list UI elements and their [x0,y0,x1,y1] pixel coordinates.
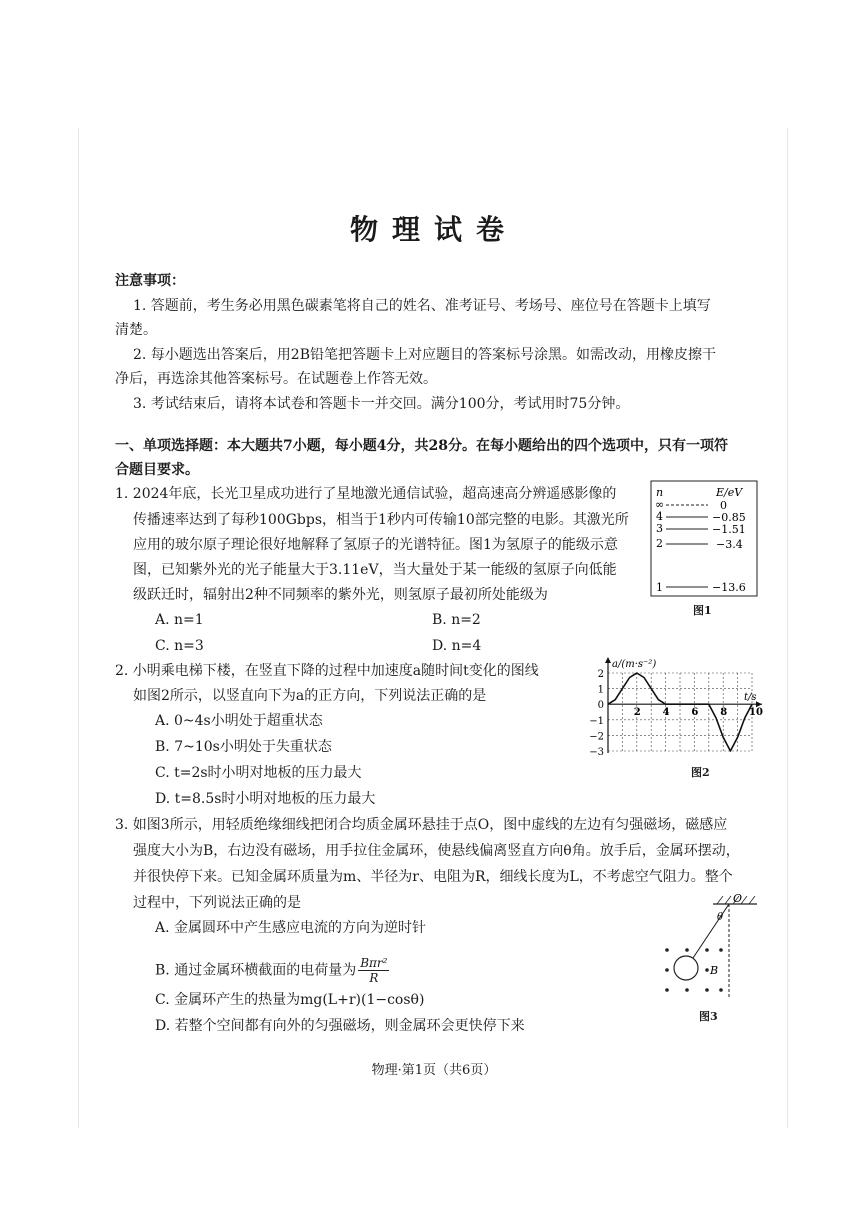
q3-option-d: D. 若整个空间都有向外的匀强磁场，则金属环会更快停下来 [155,1018,525,1034]
page-edge-left [78,128,79,1128]
q3-option-a: A. 金属圆环中产生感应电流的方向为逆时针 [155,920,427,936]
q1-stem: 传播速率达到了每秒100Gbps，相当于1秒内可传输10部完整的电影。其激光所 [133,512,629,528]
q1-option-d: D. n=4 [432,638,482,654]
q2-option-d: D. t=8.5s时小明对地板的压力最大 [155,791,376,807]
page-edge-right [787,128,788,1128]
q1-option-b: B. n=2 [432,612,481,628]
q1-option-a: A. n=1 [155,612,204,628]
y-tick-label: 1 [597,684,604,696]
q1-stem: 1. 2024年底，长光卫星成功进行了星地激光通信试验，超高速高分辨遥感影像的 [115,486,617,502]
q2-stem: 如图2所示，以竖直向下为a的正方向，下列说法正确的是 [133,688,487,704]
notice-line: 净后，再选涂其他答案标号。在试题卷上作答无效。 [115,371,437,387]
figure3-caption: 图3 [699,1010,718,1023]
col-n-label: n [656,486,664,499]
q2-option-c: C. t=2s时小明对地板的压力最大 [155,765,362,781]
q3-option-c: C. 金属环产生的热量为mg(L+r)(1−cosθ) [155,992,425,1008]
y-tick-label: 2 [597,669,604,680]
fraction-numerator: Bπr² [360,956,388,970]
level-e: 0 [720,499,727,512]
notice-line: 1. 答题前，考生务必用黑色碳素笔将自己的姓名、准考证号、考场号、座位号在答题卡上填写 [133,298,711,314]
a-t-curve [608,673,752,751]
level-n: 2 [656,537,663,550]
level-e: −3.4 [716,538,743,551]
level-e: −1.51 [712,523,746,536]
q3-stem: 过程中，下列说法正确的是 [133,895,301,911]
q2-stem: 2. 小明乘电梯下楼，在竖直下降的过程中加速度a随时间t变化的图线 [115,663,539,679]
page-title: 物理试卷 [349,213,518,246]
level-e: −0.85 [712,511,746,524]
acceleration-time-chart [580,655,770,760]
section-heading: 一、单项选择题：本大题共7小题，每小题4分，共28分。在每小题给出的四个选项中，只有一项符 [115,438,728,454]
point-o-label: O [733,892,743,905]
pendulum-ring-diagram [655,890,765,1005]
q3-stem: 并很快停下来。已知金属环质量为m、半径为r、电阻为R，细线长度为L，不考虑空气阻力。整个 [133,869,733,885]
page-footer: 物理·第1页（共6页） [371,1063,497,1078]
section-heading: 合题目要求。 [115,462,199,478]
q2-option-a: A. 0~4s小明处于超重状态 [155,713,323,729]
x-tick-label: 10 [749,707,763,719]
y-tick-label: −2 [589,731,604,743]
y-axis-arrow [605,657,611,663]
y-tick-label: −3 [589,747,604,758]
col-e-label: E/eV [716,486,743,499]
notice-line: 清楚。 [115,322,157,338]
notice-line: 3. 考试结束后，请将本试卷和答题卡一并交回。满分100分，考试用时75分钟。 [133,396,630,412]
q2-option-b: B. 7~10s小明处于失重状态 [155,739,332,755]
q1-option-c: C. n=3 [155,638,204,654]
level-n: 4 [656,510,663,523]
y-axis-label: a/(m·s⁻²) [612,659,657,670]
level-n: ∞ [655,498,665,511]
x-tick-label: 4 [662,707,670,719]
x-tick-label: 2 [633,707,641,719]
q1-stem: 应用的玻尔原子理论很好地解释了氢原子的光谱特征。图1为氢原子的能级示意 [133,537,618,553]
suspension-string [693,904,729,958]
metal-ring [674,956,698,980]
q1-stem: 级跃迁时，辐射出2种不同频率的紫外光，则氢原子最初所处能级为 [133,587,548,603]
notice-line: 2. 每小题选出答案后，用2B铅笔把答题卡上对应题目的答案标号涂黑。如需改动，用橡皮擦干 [133,347,717,363]
theta-label: θ [717,912,724,923]
x-axis-label: t/s [744,692,757,704]
q3-stem: 强度大小为B，右边没有磁场，用手拉住金属环，使悬线偏离竖直方向θ角。放手后，金属环摆动， [133,843,740,859]
y-tick-label: −1 [589,715,604,727]
fraction-denominator: R [369,971,379,985]
level-n: 3 [656,522,663,535]
q3-option-b [155,956,389,985]
x-tick-label: 6 [691,707,699,719]
level-n: 1 [656,581,663,594]
q3-stem: 3. 如图3所示，用轻质绝缘细线把闭合均质金属环悬挂于点O，图中虚线的左边有匀强磁场，磁感应 [115,817,728,833]
x-tick-label: 8 [720,707,728,719]
q3-option-b-fraction [358,956,389,985]
field-b-label: B [710,964,719,977]
q1-stem: 图，已知紫外光的光子能量大于3.11eV，当大量处于某一能级的氢原子向低能 [133,562,617,578]
energy-level-diagram [650,480,760,598]
q3-option-b-text: B. 通过金属环横截面的电荷量为 [155,962,357,979]
notice-heading: 注意事项： [115,273,185,289]
figure2-caption: 图2 [691,766,710,779]
y-tick-label: 0 [597,700,604,712]
level-e: −13.6 [712,581,746,594]
figure1-caption: 图1 [693,604,712,617]
